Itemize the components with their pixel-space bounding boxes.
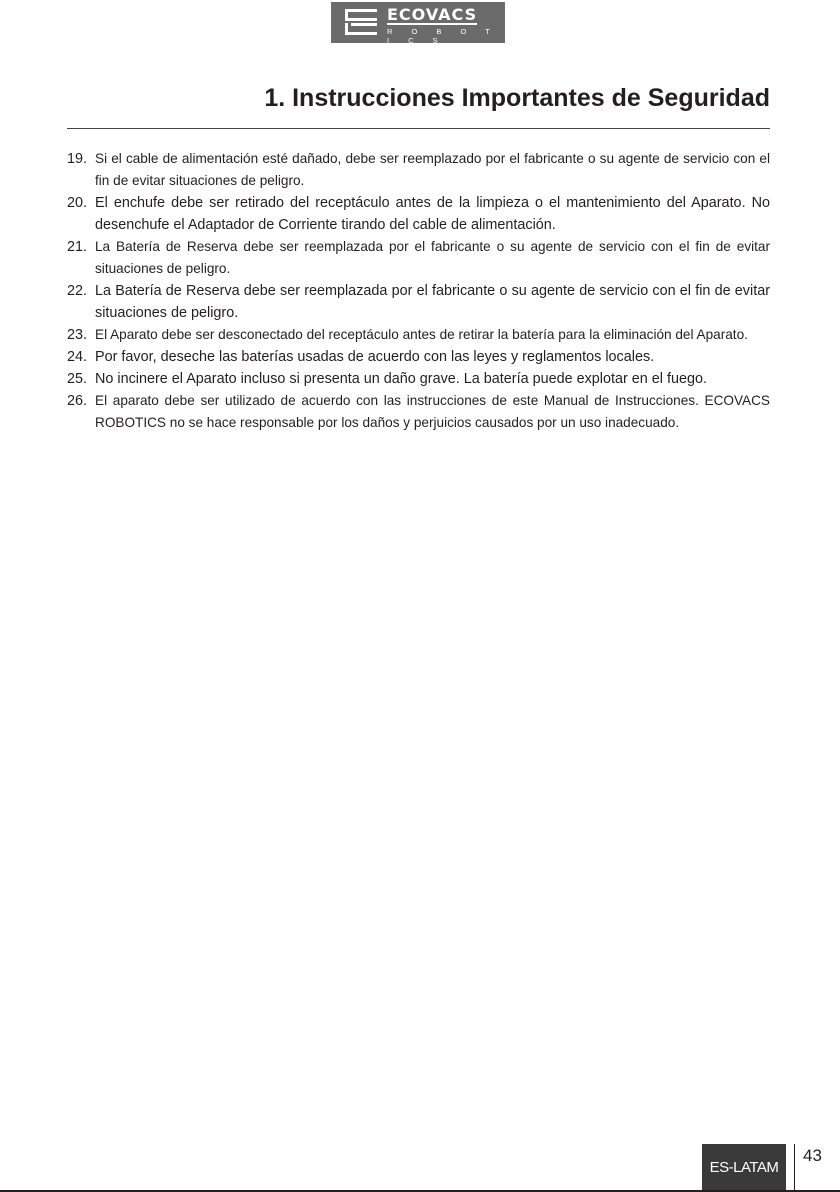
item-text: No incinere el Aparato incluso si presenta un daño grave. La batería puede explotar en el fuego. bbox=[95, 371, 708, 387]
item-number: 24. bbox=[67, 349, 88, 365]
title-divider bbox=[67, 128, 770, 129]
item-number: 25. bbox=[67, 371, 88, 387]
list-item bbox=[67, 280, 770, 324]
brand-name: ECOVACS bbox=[387, 5, 478, 24]
list-item bbox=[67, 192, 770, 236]
item-text: El aparato debe ser utilizado de acuerdo con las instrucciones de este Manual de Instrucciones. ECOVACS ROBOTICS no se hace responsable por los daños y perjuicios causados por un uso inadecuado. bbox=[95, 393, 770, 430]
item-number: 19. bbox=[67, 151, 88, 167]
list-item bbox=[67, 324, 770, 346]
item-number: 26. bbox=[67, 393, 88, 409]
item-text: Si el cable de alimentación esté dañado, debe ser reemplazado por el fabricante o su agente de servicio con el fin de evitar situaciones de peligro. bbox=[95, 151, 770, 188]
list-item bbox=[67, 368, 770, 390]
ecovacs-logo-icon bbox=[345, 9, 377, 35]
list-item bbox=[67, 148, 770, 192]
item-text: El enchufe debe ser retirado del receptáculo antes de la limpieza o el mantenimiento del Aparato. No desenchufe el Adaptador de Corriente tirando del cable de alimentación. bbox=[95, 195, 770, 233]
item-number: 23. bbox=[67, 327, 88, 343]
page-number: 43 bbox=[803, 1146, 822, 1165]
list-item bbox=[67, 390, 770, 434]
footer-divider bbox=[794, 1144, 795, 1190]
item-text: La Batería de Reserva debe ser reemplazada por el fabricante o su agente de servicio con el fin de evitar situaciones de peligro. bbox=[95, 283, 770, 321]
item-text: La Batería de Reserva debe ser reemplazada por el fabricante o su agente de servicio con el fin de evitar situaciones de peligro. bbox=[95, 239, 770, 276]
item-text: Por favor, deseche las baterías usadas de acuerdo con las leyes y reglamentos locales. bbox=[95, 349, 655, 365]
item-number: 20. bbox=[67, 195, 88, 211]
brand-logo bbox=[331, 2, 505, 43]
language-badge: ES-LATAM bbox=[702, 1144, 786, 1190]
list-item bbox=[67, 236, 770, 280]
brand-tagline: R O B O T I C S bbox=[387, 27, 499, 45]
page-title: 1. Instrucciones Importantes de Seguridad bbox=[264, 84, 770, 112]
item-text: El Aparato debe ser desconectado del receptáculo antes de retirar la batería para la eliminación del Aparato. bbox=[95, 327, 748, 342]
safety-instructions-list bbox=[67, 148, 770, 434]
item-number: 22. bbox=[67, 283, 88, 299]
item-number: 21. bbox=[67, 239, 88, 255]
list-item bbox=[67, 346, 770, 368]
